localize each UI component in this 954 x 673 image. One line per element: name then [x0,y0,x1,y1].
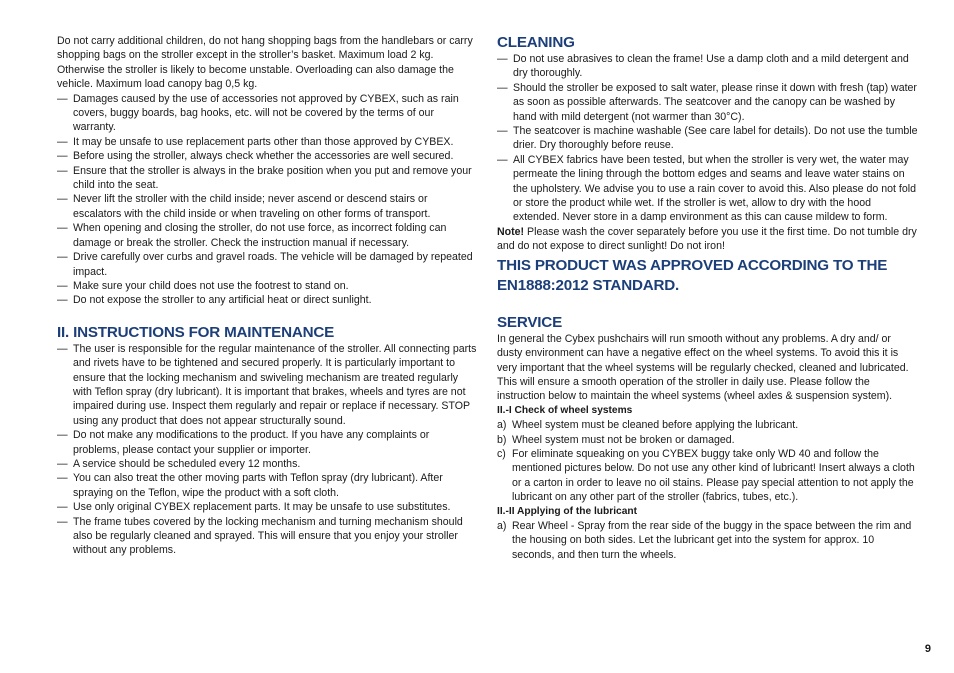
cleaning-heading: CLEANING [497,34,575,51]
maintenance-list [57,342,478,558]
list-item: — When opening and closing the stroller, do not use force, as incorrect folding can damage or break the stroller. Check the instruction manual if necessary. [57,221,478,250]
list-item-text: For eliminate squeaking on you CYBEX buggy take only WD 40 and follow the mentioned pictures below. Do not use any other kind of lubricant! Insert always a cloth or a carton in order to leave no oil stains. Please pay special attention to not apply the lubricant on any other part of the stroller (fabrics, tubes, etc.). [512,447,915,504]
list-marker: c) [497,447,506,460]
approval-statement: THIS PRODUCT WAS APPROVED ACCORDING TO THE EN1888:2012 STANDARD. [497,256,888,294]
list-item: — You can also treat the other moving parts with Teflon spray (dry lubricant). After spraying on the Teflon, wipe the product with a soft cloth. [57,471,478,500]
list-item: — Damages caused by the use of accessories not approved by CYBEX, such as rain covers, buggy boards, bag hooks, etc. will not be covered by the terms of our warranty. [57,92,478,135]
apply-list [497,519,919,562]
list-item [497,519,919,562]
list-marker: b) [497,433,507,446]
list-item [497,418,919,432]
check-heading: II.-I Check of wheel systems [497,404,633,416]
intro-paragraph: Do not carry additional children, do not hang shopping bags from the handlebars or carry shopping bags on the stroller except in the stroller’s basket. Maximum load 2 kg. Otherwise the stroller is likely to become unstable. Overloading can also damage the vehicle. Maximum load canopy bag 0,5 kg. [57,35,473,91]
list-item: — It may be unsafe to use replacement parts other than those approved by CYBEX. [57,135,478,149]
list-item: — Use only original CYBEX replacement parts. It may be unsafe to use substitutes. [57,500,478,514]
left-column [57,34,478,558]
note-label: Note! [497,225,525,238]
list-item-text: Rear Wheel - Spray from the rear side of the buggy in the space between the rim and the housing on both sides. Let the lubricant get into the system for approx. 10 seconds, and then turn the wheels. [512,519,912,561]
right-column [497,34,919,562]
list-item: — Should the stroller be exposed to salt water, please rinse it down with fresh (tap) water as soon as possible afterwards. The seatcover and the canopy can be washed by hand with mild detergent (not warmer than 30°C). [497,81,919,124]
list-item: — Do not use abrasives to clean the frame! Use a damp cloth and a mild detergent and dry thoroughly. [497,52,919,81]
list-item: — Do not make any modifications to the product. If you have any complaints or problems, please contact your supplier or importer. [57,428,478,457]
list-marker: a) [497,419,507,432]
list-item [497,447,919,505]
list-item: — A service should be scheduled every 12 months. [57,457,478,471]
apply-heading: II.-II Applying of the lubricant [497,505,637,517]
list-item: — Never lift the stroller with the child inside; never ascend or descend stairs or escalators with the child inside or when traveling on other forms of transport. [57,192,478,221]
list-item-text: Wheel system must be cleaned before applying the lubricant. [512,419,799,432]
list-item: — The frame tubes covered by the locking mechanism and turning mechanism should also be regularly cleaned and sprayed. This will ensure that you enjoy your stroller without any problems. [57,515,478,558]
list-item: — Do not expose the stroller to any artificial heat or direct sunlight. [57,293,478,307]
list-marker: a) [497,519,507,532]
service-heading: SERVICE [497,313,563,331]
list-item: — Before using the stroller, always check whether the accessories are well secured. [57,149,478,163]
list-item: — The seatcover is machine washable (See care label for details). Do not use the tumble drier. Dry thoroughly before reuse. [497,124,919,153]
check-list [497,418,919,504]
page-number: 9 [924,643,931,655]
list-item [497,433,919,447]
list-item: — Ensure that the stroller is always in the brake position when you put and remove your child into the seat. [57,164,478,193]
list-item: — The user is responsible for the regular maintenance of the stroller. All connecting parts and rivets have to be tightened and secured properly. It is particularly important to ensure that the locking mechanism and swiveling mechanism are treated regularly with Teflon spray (dry lubricant). It is important that brakes, wheels and tyres are not impaired during use. Inspect them regularly and repair or replace if necessary. STOP using any product that does not appear structurally sound. [57,342,478,428]
maintenance-heading: II. INSTRUCTIONS FOR MAINTENANCE [57,323,335,341]
cleaning-list [497,52,919,225]
warning-list [57,92,478,308]
list-item-text: Wheel system must not be broken or damaged. [512,433,735,446]
service-intro: In general the Cybex pushchairs will run smooth without any problems. A dry and/ or dusty environment can have a negative effect on the wheel systems. To avoid this it is very important that the wheel systems will be regularly checked, cleaned and lubricated. This will ensure a smooth operation of the stroller in daily use. Please follow the instruction below to maintain the wheel systems (wheel axles & suspension system). [497,332,909,403]
list-item: — All CYBEX fabrics have been tested, but when the stroller is very wet, the water may permeate the lining through the bottom edges and seams and leave water stains on the upholstery. We advise you to use a rain cover to avoid this. Also please do not fold or store the product while wet. If the stroller is wet, allow to dry with the hood extended. Never store in a damp environment as this can cause mildew to form. [497,153,919,225]
list-item: — Make sure your child does not use the footrest to stand on. [57,279,478,293]
note-text: Please wash the cover separately before you use it the first time. Do not tumble dry and do not expose to direct sunlight! Do not iron! [497,225,917,253]
list-item: — Drive carefully over curbs and gravel roads. The vehicle will be damaged by repeated impact. [57,250,478,279]
note-paragraph [497,225,919,254]
